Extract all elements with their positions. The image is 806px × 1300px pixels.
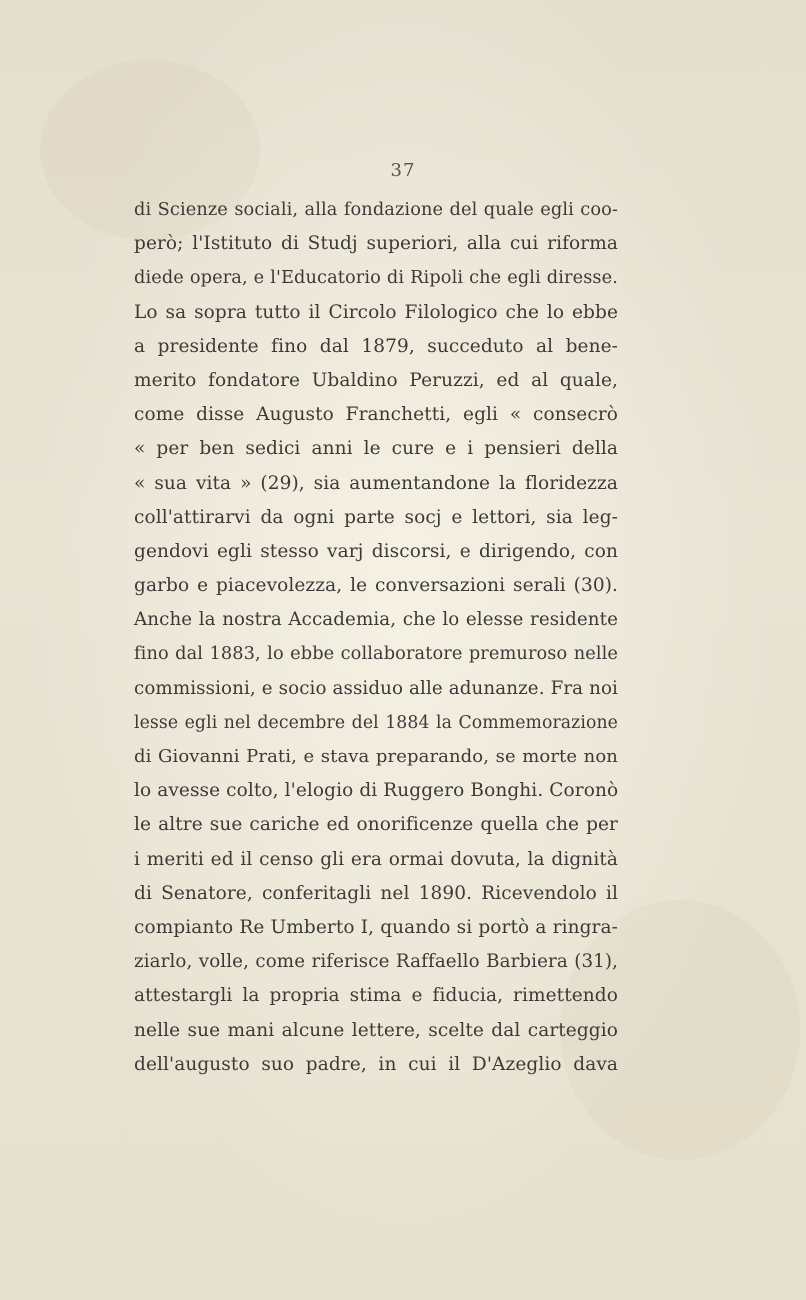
text-line: lo avesse colto, l'elogio di Ruggero Bonghi. Coronò: [134, 780, 619, 802]
text-line: dell'augusto suo padre, in cui il D'Azeglio dava: [134, 1053, 618, 1075]
text-line: commissioni, e socio assiduo alle adunanze. Fra noi: [134, 677, 618, 699]
text-line: però; l'Istituto di Studj superiori, alla cui riforma: [134, 233, 618, 255]
text-line: gendovi egli stesso varj discorsi, e dirigendo, con: [134, 540, 618, 562]
text-line: fino dal 1883, lo ebbe collaboratore premuroso nelle: [134, 644, 618, 665]
text-line: di Giovanni Prati, e stava preparando, se morte non: [134, 746, 618, 767]
text-line: lesse egli nel decembre del 1884 la Commemorazione: [134, 712, 618, 733]
body-text: [134, 193, 618, 1082]
text-line: di Senatore, conferitagli nel 1890. Ricevendolo il: [134, 882, 618, 904]
text-line: « sua vita » (29), sia aumentandone la floridezza: [134, 472, 618, 494]
text-line: a presidente fino dal 1879, succeduto al bene-: [134, 335, 618, 357]
text-line: ziarlo, volle, come riferisce Raffaello Barbiera (31),: [134, 951, 618, 973]
text-line: garbo e piacevolezza, le conversazioni serali (30).: [134, 575, 618, 597]
text-line: « per ben sedici anni le cure e i pensieri della: [134, 438, 618, 460]
text-line: attestargli la propria stima e fiducia, rimettendo: [134, 985, 618, 1007]
text-line: nelle sue mani alcune lettere, scelte dal carteggio: [134, 1019, 618, 1041]
text-line: merito fondatore Ubaldino Peruzzi, ed al quale,: [134, 369, 618, 391]
text-line: come disse Augusto Franchetti, egli « consecrò: [134, 404, 618, 426]
text-line: diede opera, e l'Educatorio di Ripoli che egli diresse.: [134, 268, 618, 289]
page-number: 37: [390, 160, 416, 181]
text-line: compianto Re Umberto I, quando si portò a ringra-: [134, 916, 618, 938]
text-line: Anche la nostra Accademia, che lo elesse residente: [134, 609, 618, 631]
text-line: le altre sue cariche ed onorificenze quella che per: [134, 814, 618, 836]
text-line: di Scienze sociali, alla fondazione del quale egli coo-: [134, 200, 618, 220]
text-line: i meriti ed il censo gli era ormai dovuta, la dignità: [134, 848, 618, 870]
text-line: Lo sa sopra tutto il Circolo Filologico che lo ebbe: [134, 301, 618, 323]
text-line: coll'attirarvi da ogni parte socj e lettori, sia leg-: [134, 506, 618, 528]
